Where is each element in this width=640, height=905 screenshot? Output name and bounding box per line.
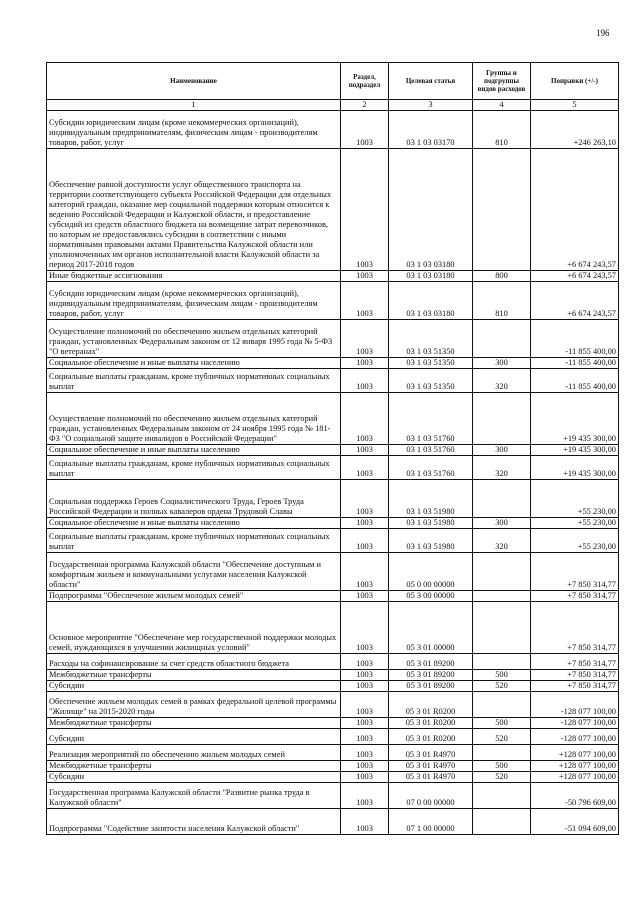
column-number: 1	[47, 100, 341, 111]
row-group	[473, 745, 531, 761]
row-amount: -11 855 400,00	[531, 358, 619, 369]
table-header-row	[47, 63, 619, 100]
row-target: 03 1 03 51980	[389, 480, 473, 518]
table-row	[47, 480, 619, 518]
row-group: 810	[473, 282, 531, 320]
column-number-row	[47, 100, 619, 111]
row-name: Осуществление полномочий по обеспечению жильем отдельных категорий граждан, установленных Федеральным законом от 12 января 1995 года № 5-ФЗ "О ветеранах"	[47, 320, 341, 358]
row-target: 03 1 03 51350	[389, 358, 473, 369]
row-amount: -51 094 609,00	[531, 809, 619, 835]
row-name: Субсидии юридическим лицам (кроме некоммерческих организаций), индивидуальным предпринимателям, физическим лицам - производителям товаров, работ, услуг	[47, 111, 341, 149]
row-target: 03 1 03 51760	[389, 445, 473, 456]
row-section: 1003	[341, 358, 389, 369]
row-section: 1003	[341, 772, 389, 783]
header-target: Целевая статья	[389, 63, 473, 100]
row-name: Межбюджетные трансферты	[47, 718, 341, 729]
row-target: 05 3 01 R4970	[389, 761, 473, 772]
row-target: 05 3 01 R4970	[389, 772, 473, 783]
row-section: 1003	[341, 320, 389, 358]
row-name: Субсидии	[47, 729, 341, 745]
row-group	[473, 602, 531, 654]
row-target: 03 1 03 03180	[389, 149, 473, 271]
table-row	[47, 783, 619, 809]
row-name: Расходы на софинансирование за счет средств областного бюджета	[47, 654, 341, 670]
row-amount: +6 674 243,57	[531, 149, 619, 271]
row-amount: +128 077 100,00	[531, 745, 619, 761]
row-group	[473, 149, 531, 271]
row-name: Обеспечение равной доступности услуг общественного транспорта на территории соответствующего субъекта Российской Федерации для отдельных категорий граждан, оказание мер социальной поддержки которым относится к ведению Российской Федерации и Калужской области, и предоставление субсидий из средств областного бюджета на возмещение затрат перевозчиков, по которым не предоставлялись субсидии в соответствии с иными нормативными правовыми актами Правительства Калужской области или уполномоченных им органов исполнительной власти Калужской области за период 2017-2018 годов	[47, 149, 341, 271]
row-amount: +128 077 100,00	[531, 772, 619, 783]
row-group	[473, 553, 531, 591]
row-group: 300	[473, 358, 531, 369]
row-name: Осуществление полномочий по обеспечению жильем отдельных категорий граждан, установленных Федеральным законом от 24 ноября 1995 года № 181-ФЗ "О социальной защите инвалидов в Российской Федерации"	[47, 393, 341, 445]
row-name: Субсидии	[47, 772, 341, 783]
row-amount: +7 850 314,77	[531, 654, 619, 670]
row-amount: +246 263,10	[531, 111, 619, 149]
row-amount: +19 435 300,00	[531, 393, 619, 445]
table-row	[47, 320, 619, 358]
table-row	[47, 591, 619, 602]
row-section: 1003	[341, 529, 389, 553]
column-number: 2	[341, 100, 389, 111]
table-row	[47, 761, 619, 772]
table-row	[47, 456, 619, 480]
row-section: 1003	[341, 670, 389, 681]
row-section: 1003	[341, 783, 389, 809]
row-target: 03 1 03 51350	[389, 320, 473, 358]
row-amount: +55 230,00	[531, 529, 619, 553]
row-section: 1003	[341, 591, 389, 602]
row-section: 1003	[341, 271, 389, 282]
row-amount: +19 435 300,00	[531, 456, 619, 480]
row-name: Социальные выплаты гражданам, кроме публичных нормативных социальных выплат	[47, 369, 341, 393]
row-amount: +19 435 300,00	[531, 445, 619, 456]
table-row	[47, 602, 619, 654]
page-number: 196	[596, 28, 610, 38]
row-name: Социальное обеспечение и иные выплаты населению	[47, 518, 341, 529]
row-target: 05 3 01 89200	[389, 670, 473, 681]
row-amount: -128 077 100,00	[531, 718, 619, 729]
row-section: 1003	[341, 111, 389, 149]
table-row	[47, 111, 619, 149]
row-name: Социальное обеспечение и иные выплаты населению	[47, 445, 341, 456]
row-group: 320	[473, 369, 531, 393]
row-section: 1003	[341, 761, 389, 772]
header-section: Раздел, подраздел	[341, 63, 389, 100]
row-target: 05 3 01 00000	[389, 602, 473, 654]
row-group: 320	[473, 456, 531, 480]
row-name: Субсидии юридическим лицам (кроме некоммерческих организаций), индивидуальным предпринимателям, физическим лицам - производителям товаров, работ, услуг	[47, 282, 341, 320]
row-group	[473, 480, 531, 518]
header-amount: Поправки (+/-)	[531, 63, 619, 100]
row-name: Социальная поддержка Героев Социалистического Труда, Героев Труда Российской Федерации и полных кавалеров ордена Трудовой Славы	[47, 480, 341, 518]
row-name: Межбюджетные трансферты	[47, 761, 341, 772]
row-group: 520	[473, 681, 531, 692]
row-target: 05 3 00 00000	[389, 591, 473, 602]
row-group	[473, 591, 531, 602]
table-row	[47, 654, 619, 670]
row-amount: -11 855 400,00	[531, 369, 619, 393]
row-name: Межбюджетные трансферты	[47, 670, 341, 681]
row-target: 07 1 00 00000	[389, 809, 473, 835]
table-body	[47, 111, 619, 835]
table-row	[47, 772, 619, 783]
row-group: 520	[473, 729, 531, 745]
table-row	[47, 553, 619, 591]
row-target: 03 1 03 51980	[389, 529, 473, 553]
table-row	[47, 518, 619, 529]
row-group: 520	[473, 772, 531, 783]
row-name: Иные бюджетные ассигнования	[47, 271, 341, 282]
row-amount: +7 850 314,77	[531, 591, 619, 602]
row-amount: +7 850 314,77	[531, 681, 619, 692]
row-name: Социальное обеспечение и иные выплаты населению	[47, 358, 341, 369]
row-name: Реализация мероприятий по обеспечению жильем молодых семей	[47, 745, 341, 761]
row-amount: +128 077 100,00	[531, 761, 619, 772]
row-name: Подпрограмма "Обеспечение жильем молодых семей"	[47, 591, 341, 602]
row-group: 810	[473, 111, 531, 149]
row-target: 03 1 03 03180	[389, 271, 473, 282]
row-target: 05 3 01 R0200	[389, 729, 473, 745]
row-group: 320	[473, 529, 531, 553]
row-target: 05 3 01 R0200	[389, 692, 473, 718]
row-amount: +7 850 314,77	[531, 602, 619, 654]
table-row	[47, 681, 619, 692]
row-name: Подпрограмма "Содействие занятости населения Калужской области"	[47, 809, 341, 835]
row-group: 800	[473, 271, 531, 282]
row-target: 03 1 03 51350	[389, 369, 473, 393]
row-section: 1003	[341, 729, 389, 745]
row-amount: +6 674 243,57	[531, 282, 619, 320]
row-section: 1003	[341, 654, 389, 670]
table-row	[47, 718, 619, 729]
row-amount: +55 230,00	[531, 480, 619, 518]
row-target: 05 0 00 00000	[389, 553, 473, 591]
row-target: 05 3 01 R0200	[389, 718, 473, 729]
row-section: 1003	[341, 681, 389, 692]
table-row	[47, 745, 619, 761]
row-group	[473, 783, 531, 809]
table-row	[47, 271, 619, 282]
row-amount: -128 077 100,00	[531, 692, 619, 718]
table-row	[47, 445, 619, 456]
row-amount: +6 674 243,57	[531, 271, 619, 282]
row-section: 1003	[341, 809, 389, 835]
row-name: Государственная программа Калужской области "Развитие рынка труда в Калужской области"	[47, 783, 341, 809]
row-name: Государственная программа Калужской области "Обеспечение доступным и комфортным жильем и коммунальными услугами населения Калужской области"	[47, 553, 341, 591]
row-group	[473, 692, 531, 718]
row-section: 1003	[341, 369, 389, 393]
row-target: 03 1 03 51760	[389, 456, 473, 480]
row-group	[473, 809, 531, 835]
row-section: 1003	[341, 745, 389, 761]
row-name: Социальные выплаты гражданам, кроме публичных нормативных социальных выплат	[47, 456, 341, 480]
row-section: 1003	[341, 553, 389, 591]
row-section: 1003	[341, 518, 389, 529]
budget-amendments-table	[46, 62, 619, 835]
row-name: Социальные выплаты гражданам, кроме публичных нормативных социальных выплат	[47, 529, 341, 553]
row-amount: +7 850 314,77	[531, 670, 619, 681]
table-row	[47, 369, 619, 393]
row-group: 300	[473, 445, 531, 456]
table-row	[47, 282, 619, 320]
row-target: 03 1 03 51980	[389, 518, 473, 529]
row-group: 500	[473, 670, 531, 681]
row-target: 05 3 01 89200	[389, 654, 473, 670]
row-target: 05 3 01 R4970	[389, 745, 473, 761]
row-section: 1003	[341, 692, 389, 718]
column-number: 3	[389, 100, 473, 111]
row-amount: -11 855 400,00	[531, 320, 619, 358]
row-amount: -50 796 609,00	[531, 783, 619, 809]
row-target: 03 1 03 03170	[389, 111, 473, 149]
table-row	[47, 393, 619, 445]
row-target: 05 3 01 89200	[389, 681, 473, 692]
row-name: Субсидии	[47, 681, 341, 692]
row-group: 500	[473, 718, 531, 729]
row-group	[473, 393, 531, 445]
row-section: 1003	[341, 718, 389, 729]
row-section: 1003	[341, 445, 389, 456]
row-section: 1003	[341, 149, 389, 271]
row-section: 1003	[341, 602, 389, 654]
row-amount: +7 850 314,77	[531, 553, 619, 591]
row-target: 03 1 03 03180	[389, 282, 473, 320]
row-target: 03 1 03 51760	[389, 393, 473, 445]
row-name: Обеспечение жильем молодых семей в рамках федеральной целевой программы "Жилище" на 2015-2020 годы	[47, 692, 341, 718]
column-number: 5	[531, 100, 619, 111]
row-amount: -128 077 100,00	[531, 729, 619, 745]
row-section: 1003	[341, 480, 389, 518]
row-group	[473, 654, 531, 670]
table-row	[47, 149, 619, 271]
table-row	[47, 729, 619, 745]
row-group	[473, 320, 531, 358]
table-row	[47, 692, 619, 718]
table-row	[47, 809, 619, 835]
row-target: 07 0 00 00000	[389, 783, 473, 809]
table-row	[47, 358, 619, 369]
table-row	[47, 529, 619, 553]
column-number: 4	[473, 100, 531, 111]
row-section: 1003	[341, 393, 389, 445]
row-section: 1003	[341, 282, 389, 320]
header-name: Наименование	[47, 63, 341, 100]
header-group: Группы и подгруппы видов расходов	[473, 63, 531, 100]
table-row	[47, 670, 619, 681]
row-group: 500	[473, 761, 531, 772]
row-group: 300	[473, 518, 531, 529]
row-name: Основное мероприятие "Обеспечение мер государственной поддержки молодых семей, нуждающихся в улучшении жилищных условий"	[47, 602, 341, 654]
row-amount: +55 230,00	[531, 518, 619, 529]
row-section: 1003	[341, 456, 389, 480]
